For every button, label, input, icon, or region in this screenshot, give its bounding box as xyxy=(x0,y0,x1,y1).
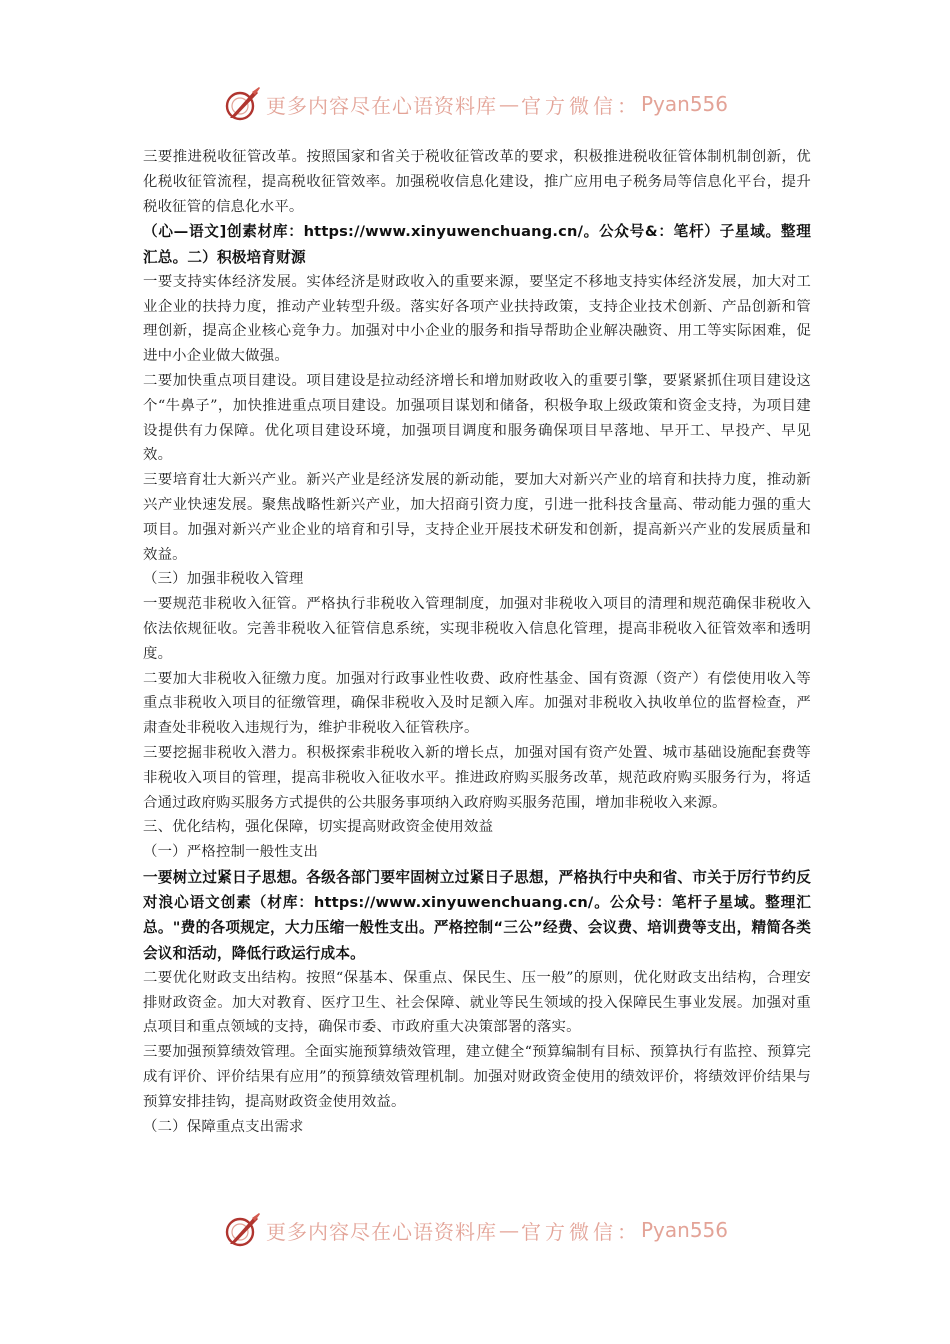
chapter-heading: 三、优化结构，强化保障，切实提高财政资金使用效益 xyxy=(143,819,494,836)
footer-banner xyxy=(0,1208,950,1252)
paragraph: 三要加强预算绩效管理。全面实施预算绩效管理，建立健全“预算编制有目标、预算执行有监控、预算完成有评价、评价结果有应用”的预算绩效管理机制。加强对财政资金使用的绩效评价，将绩效评价结果与预算安排挂钩，提高财政资金使用效益。 xyxy=(143,1044,811,1110)
paragraph: 三要挖掘非税收入潜力。积极探索非税收入新的增长点，加强对国有资产处置、城市基础设施配套费等非税收入项目的管理，提高非税收入征收水平。推进政府购买服务改革，规范政府购买服务行为，将适合通过政府购买服务方式提供的公共服务事项纳入政府购买服务范围，增加非税收入来源。 xyxy=(143,744,811,811)
section-heading: （一）严格控制一般性支出 xyxy=(143,844,319,861)
paragraph: 一要规范非税收入征管。严格执行非税收入管理制度，加强对非税收入项目的清理和规范确保非税收入依法依规征收。完善非税收入征管信息系统，实现非税收入信息化管理，提高非税收入征管效率和透明度。 xyxy=(143,596,811,662)
banner-wechat-label: 官方微信： xyxy=(520,93,641,118)
paragraph: 一要支持实体经济发展。实体经济是财政收入的重要来源，要坚定不移地支持实体经济发展，加大对工业企业的扶持力度，推动产业转型升级。落实好各项产业扶持政策，支持企业技术创新、产品创新和管理创新，提高企业核心竞争力。加强对中小企业的服务和指导帮助企业解决融资、用工等实际困难，促进中小企业做大做强。 xyxy=(143,273,811,365)
paragraph: 二要加快重点项目建设。项目建设是拉动经济增长和增加财政收入的重要引擎，要紧紧抓住项目建设这个“牛鼻子”，加快推进重点项目建设。加强项目谋划和储备，积极争取上级政策和资金支持，为项目建设提供有力保障。优化项目建设环境，加强项目调度和服务确保项目早落地、早开工、早投产、早见效。 xyxy=(143,372,811,464)
paragraph-watermark-heading: （心—语文]创素材库：https://www.xinyuwenchuang.cn/。公众号&：笔杆）子星域。整理汇总。二）积极培育财源 xyxy=(143,223,811,266)
paragraph: 三要推进税收征管改革。按照国家和省关于税收征管改革的要求，积极推进税收征管体制机制创新，优化税收征管流程，提高税收征管效率。加强税收信息化建设，推广应用电子税务局等信息化平台，提升税收征管的信息化水平。 xyxy=(143,149,811,215)
banner-text: 更多内容尽在心语资料库 xyxy=(265,1219,497,1244)
quill-logo-icon xyxy=(222,1210,262,1250)
banner-wechat-label: 官方微信： xyxy=(520,1219,641,1244)
section-heading: （三）加强非税收入管理 xyxy=(143,571,304,588)
header-banner xyxy=(0,82,950,126)
banner-separator: — xyxy=(498,1218,519,1242)
banner-wechat-id: Pyan556 xyxy=(640,1218,728,1242)
paragraph: 二要加大非税收入征缴力度。加强对行政事业性收费、政府性基金、国有资源（资产）有偿使用收入等重点非税收入项目的征缴管理，确保非税收入及时足额入库。加强对非税收入执收单位的监督检查，严肃查处非税收入违规行为，维护非税收入征管秩序。 xyxy=(143,670,811,737)
paragraph: 三要培育壮大新兴产业。新兴产业是经济发展的新动能，要加大对新兴产业的培育和扶持力度，推动新兴产业快速发展。聚焦战略性新兴产业，加大招商引资力度，引进一批科技含量高、带动能力强的重大项目。加强对新兴产业企业的培育和引导，支持企业开展技术研发和创新，提高新兴产业的发展质量和效益。 xyxy=(143,472,811,563)
banner-wechat-id: Pyan556 xyxy=(640,92,728,116)
banner-separator: — xyxy=(498,92,519,116)
document-body xyxy=(143,145,811,1139)
paragraph-watermark: 一要树立过紧日子思想。各级各部门要牢固树立过紧日子思想，严格执行中央和省、市关于厉行节约反对浪心语文创素（材库：https://www.xinyuwenchuang.cn/。公众号：笔杆子星域。整理汇总。"费的各项规定，大力压缩一般性支出。严格控制“三公”经费、会议费、培训费等支出，精简各类会议和活动，降低行政运行成本。 xyxy=(143,868,811,962)
banner-text: 更多内容尽在心语资料库 xyxy=(265,93,497,118)
paragraph: 二要优化财政支出结构。按照“保基本、保重点、保民生、压一般”的原则，优化财政支出结构，合理安排财政资金。加大对教育、医疗卫生、社会保障、就业等民生领域的投入保障民生事业发展。加强对重点项目和重点领域的支持，确保市委、市政府重大决策部署的落实。 xyxy=(143,969,811,1036)
section-heading: （二）保障重点支出需求 xyxy=(143,1118,304,1135)
quill-logo-icon xyxy=(222,84,262,124)
